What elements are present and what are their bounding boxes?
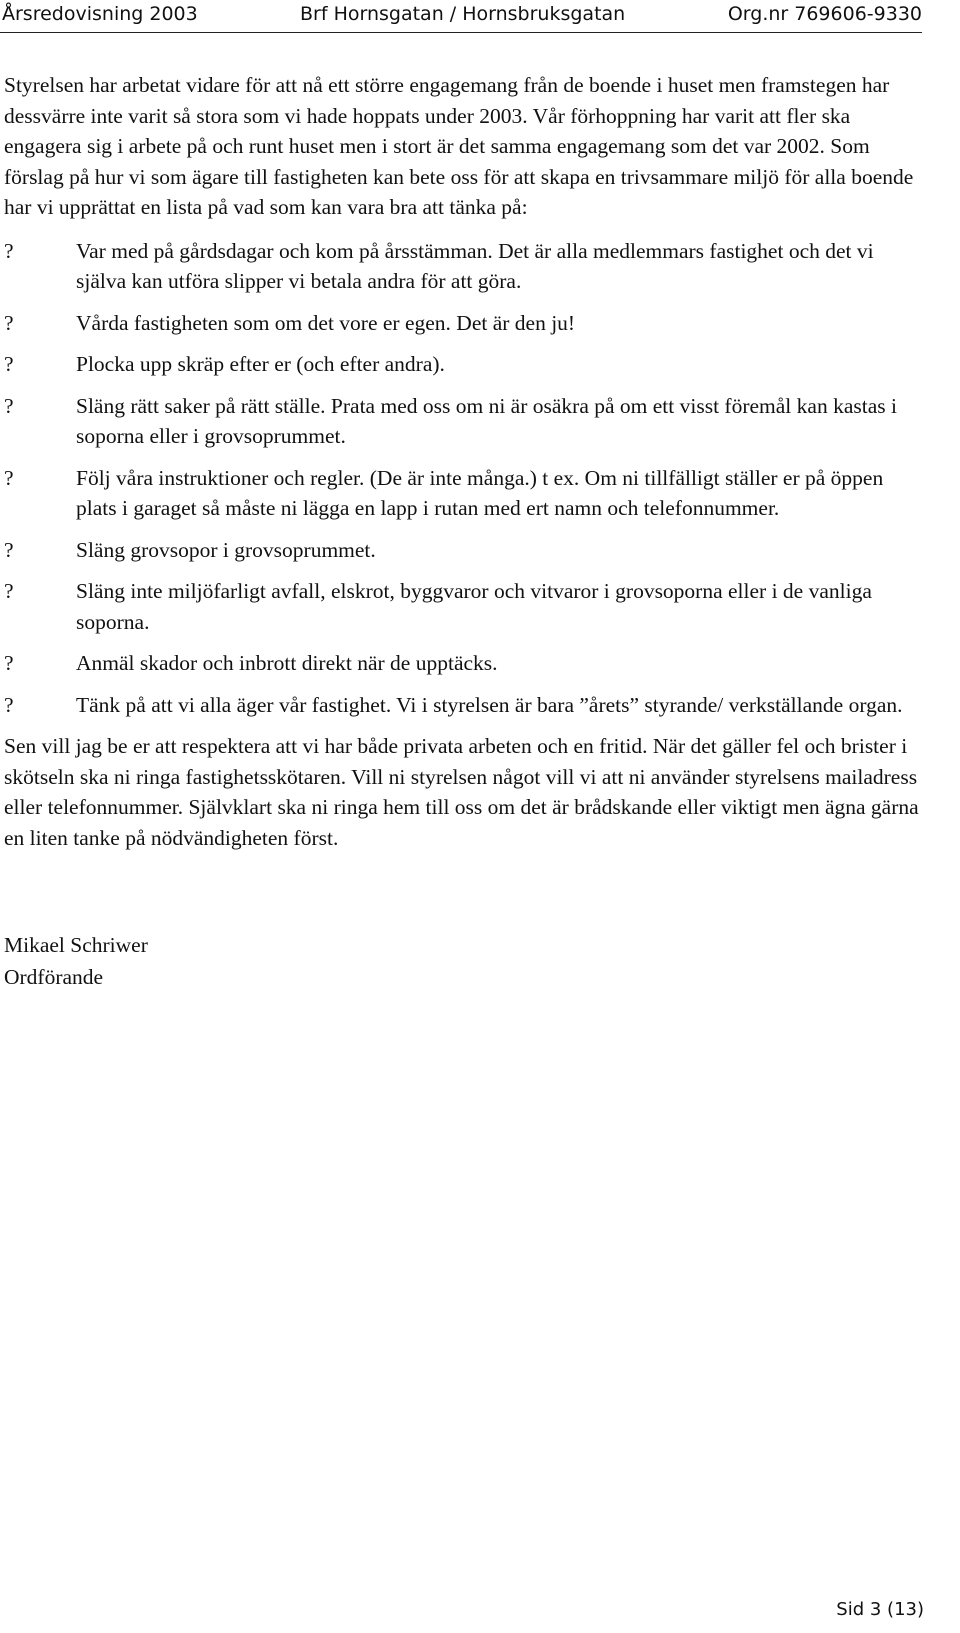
page-header [0, 0, 922, 30]
bullet-marker: ? [4, 238, 14, 263]
advice-list [4, 236, 924, 721]
bullet-marker: ? [4, 310, 14, 335]
list-item [4, 690, 924, 721]
list-item-text: Följ våra instruktioner och regler. (De är inte många.) t ex. Om ni tillfälligt ställer er på öppen plats i garaget så måste ni lägga en lapp i rutan med ert namn och telefonnummer. [76, 465, 884, 520]
bullet-marker: ? [4, 537, 14, 562]
bullet-marker: ? [4, 393, 14, 418]
list-item-text: Plocka upp skräp efter er (och efter andra). [76, 352, 445, 376]
bullet-marker: ? [4, 465, 14, 490]
list-item [4, 463, 924, 524]
list-item [4, 576, 924, 637]
signature-block [4, 929, 924, 993]
document-body [4, 70, 924, 993]
bullet-marker: ? [4, 579, 14, 603]
list-item-text: Vårda fastigheten som om det vore er egen. Det är den ju! [76, 310, 576, 335]
list-item [4, 535, 924, 566]
list-item-text: Släng rätt saker på rätt ställe. Prata med oss om ni är osäkra på om ett visst föremål kan kastas i soporna eller i grovsoprummet. [76, 393, 897, 448]
list-item-text: Släng inte miljöfarligt avfall, elskrot, byggvaror och vitvaror i grovsoporna eller i de vanliga soporna. [76, 579, 872, 634]
bullet-marker: ? [4, 651, 14, 675]
list-item-text: Var med på gårdsdagar och kom på årsstämman. Det är alla medlemmars fastighet och det vi själva kan utföra slipper vi betala andra för att göra. [76, 238, 874, 293]
header-divider [0, 32, 922, 33]
page-number: Sid 3 (13) [836, 1599, 924, 1620]
list-item-text: Anmäl skador och inbrott direkt när de upptäcks. [76, 651, 498, 675]
header-report-title: Årsredovisning 2003 [2, 3, 198, 25]
header-org-number: Org.nr 769606-9330 [727, 3, 922, 25]
intro-paragraph: Styrelsen har arbetat vidare för att nå ett större engagemang från de boende i huset men framstegen har dessvärre inte varit så stora som vi hade hoppats under 2003. Vår förhoppning har varit att fler ska engagera sig i arbete på och runt huset men i stort är det samma engagemang som det var 2002. Som förslag på hur vi som ägare till fastigheten kan bete oss för att skapa en trivsammare miljö för alla boende har vi upprättat en lista på vad som kan vara bra att tänka på: [4, 73, 914, 219]
list-item [4, 349, 924, 380]
closing-paragraph: Sen vill jag be er att respektera att vi har både privata arbeten och en fritid. När det gäller fel och brister i skötseln ska ni ringa fastighetsskötaren. Vill ni styrelsen något vill vi att ni använder styrelsens mailadress eller telefonnummer. Självklart ska ni ringa hem till oss om det är brådskande eller viktigt men ägna gärna en liten tanke på nödvändigheten först. [4, 734, 919, 850]
signatory-name: Mikael Schriwer [4, 933, 148, 957]
list-item [4, 648, 924, 679]
list-item [4, 308, 924, 339]
list-item-text: Tänk på att vi alla äger vår fastighet. Vi i styrelsen är bara ”årets” styrande/ verkställande organ. [76, 692, 903, 717]
list-item [4, 391, 924, 452]
bullet-marker: ? [4, 692, 14, 717]
signatory-title: Ordförande [4, 965, 104, 989]
header-association-name: Brf Hornsgatan / Hornsbruksgatan [300, 3, 626, 25]
list-item [4, 236, 924, 297]
bullet-marker: ? [4, 352, 14, 376]
list-item-text: Släng grovsopor i grovsoprummet. [76, 537, 376, 562]
